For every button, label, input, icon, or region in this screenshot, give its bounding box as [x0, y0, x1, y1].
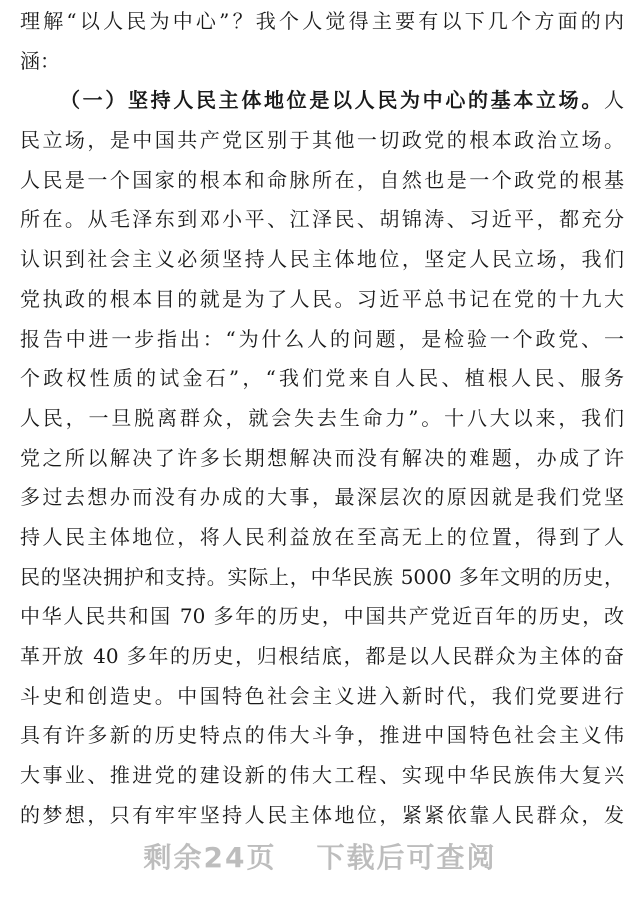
text-line: 具有许多新的历史特点的伟大斗争，推进中国特色社会主义伟	[20, 723, 624, 748]
text-line: 党之所以解决了许多长期想解决而没有解决的难题，办成了许	[20, 445, 624, 470]
remaining-pages-text: 剩余24页	[143, 841, 277, 874]
text-line: 涵：	[20, 48, 60, 73]
text-line: 认识到社会主义必须坚持人民主体地位，坚定人民立场，我们	[20, 247, 624, 272]
download-prompt[interactable]	[0, 836, 640, 880]
text-line: 党执政的根本目的就是为了人民。习近平总书记在党的十九大	[20, 286, 624, 311]
text-line: 所在。从毛泽东到邓小平、江泽民、胡锦涛、习近平，都充分	[20, 207, 624, 232]
text-line: 革开放 40 多年的历史，归根结底，都是以人民群众为主体的奋	[20, 644, 624, 668]
text-line: 持人民主体地位，将人民利益放在至高无上的位置，得到了人	[20, 524, 624, 549]
text-line: 中华人民共和国 70 多年的历史，中国共产党近百年的历史，改	[20, 604, 624, 629]
section-heading-line	[20, 81, 624, 121]
text-line: 的梦想，只有牢牢坚持人民主体地位，紧紧依靠人民群众，发	[20, 802, 624, 827]
text-line: 斗史和创造史。中国特色社会主义进入新时代，我们党要进行	[20, 683, 624, 708]
text-line: 个政权性质的试金石”，“我们党来自人民、植根人民、服务	[20, 366, 624, 391]
download-to-view-text: 下载后可查阅	[316, 841, 497, 874]
text-line: 人民，一旦脱离群众，就会失去生命力”。十八大以来，我们	[20, 405, 624, 430]
text-fragment: 人	[604, 88, 624, 113]
text-line: 人民是一个国家的根本和命脉所在，自然也是一个政党的根基	[20, 167, 624, 192]
text-line: 报告中进一步指出：“为什么人的问题，是检验一个政党、一	[20, 326, 624, 351]
text-line: 理解“以人民为中心”？我个人觉得主要有以下几个方面的内	[20, 9, 624, 33]
section-heading: （一）坚持人民主体地位是以人民为中心的基本立场。	[60, 88, 604, 113]
text-line: 民的坚决拥护和支持。实际上，中华民族 5000 多年文明的历史，	[20, 564, 624, 589]
text-line: 民立场，是中国共产党区别于其他一切政党的根本政治立场。	[20, 128, 624, 153]
text-line: 大事业、推进党的建设新的伟大工程、实现中华民族伟大复兴	[20, 763, 624, 788]
text-line: 多过去想办而没有办成的大事，最深层次的原因就是我们党坚	[20, 485, 624, 510]
document-body	[20, 2, 624, 835]
